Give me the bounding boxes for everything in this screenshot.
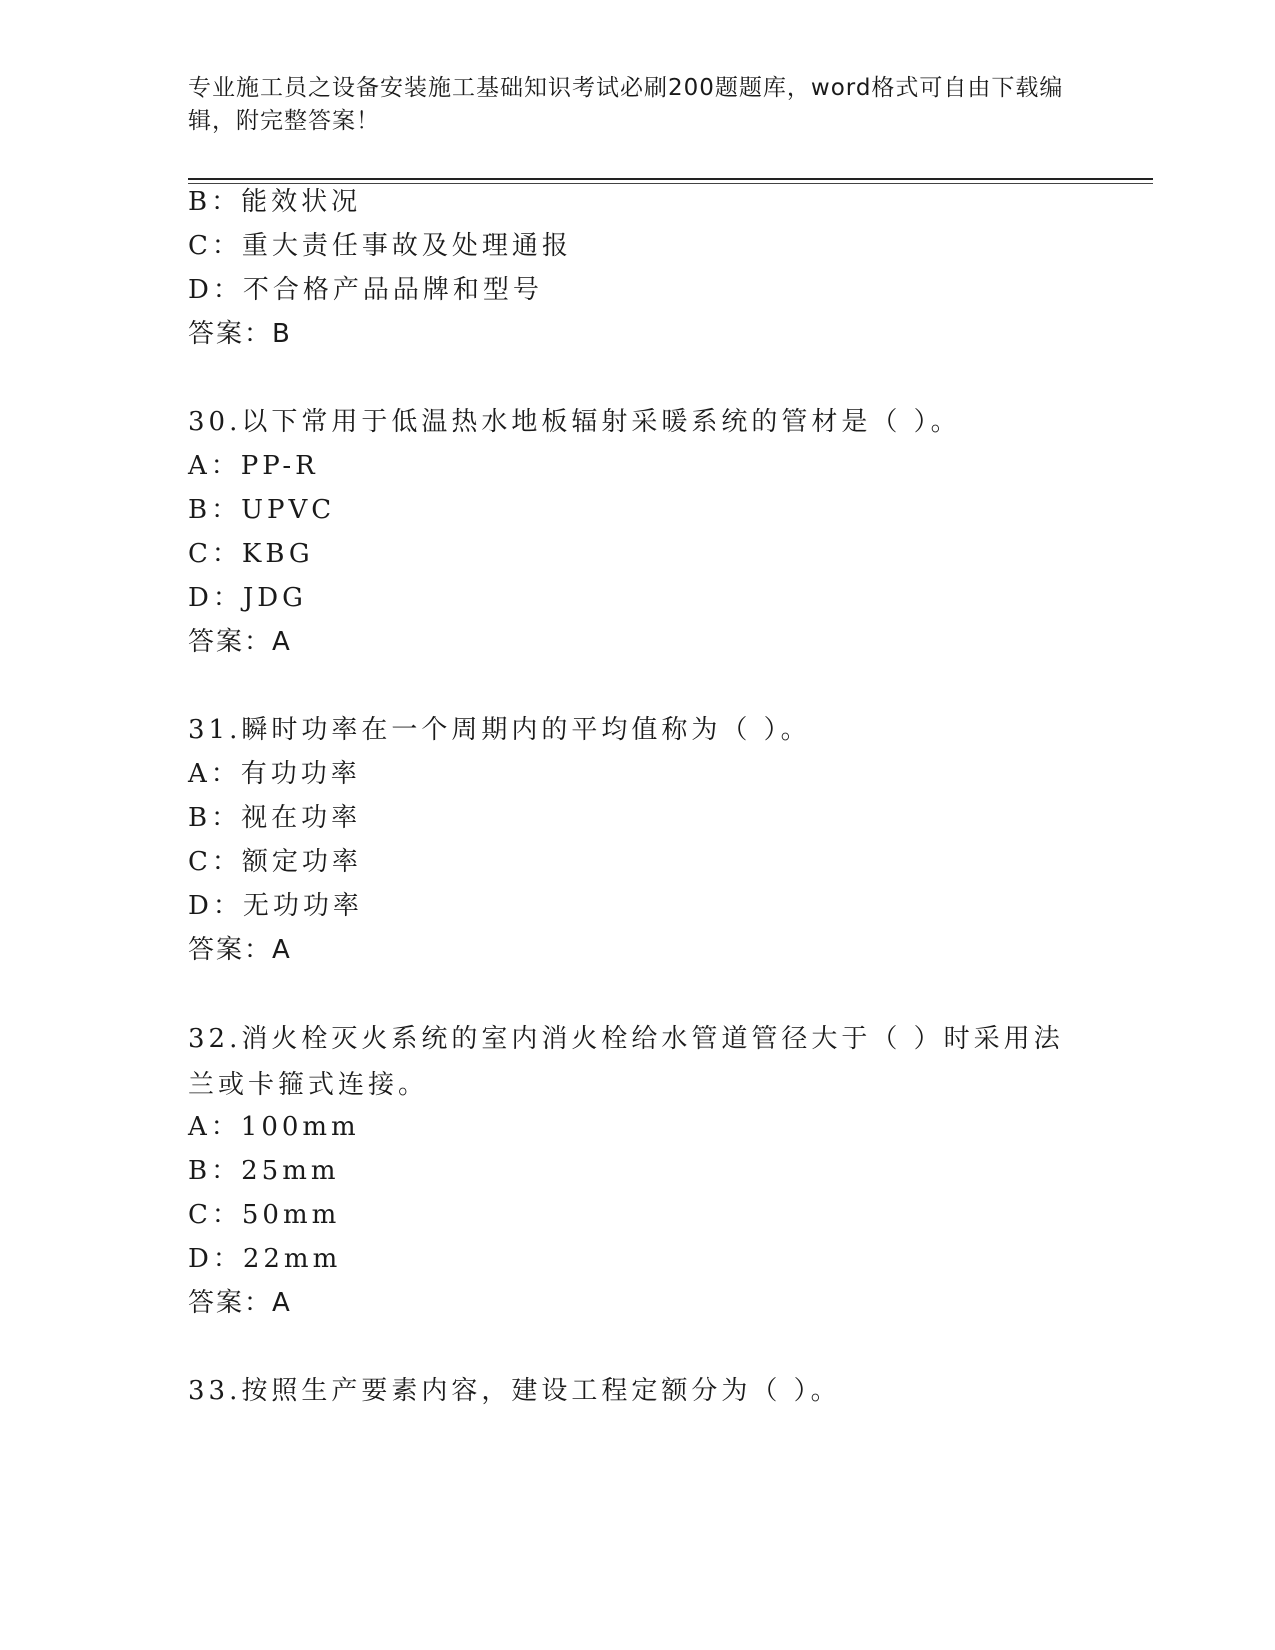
q31-option-d: D：无功功率 xyxy=(188,891,363,921)
q29-option-b: B：能效状况 xyxy=(188,187,362,217)
q31-option-b: B：视在功率 xyxy=(188,803,362,833)
q32-option-c: C：50mm xyxy=(188,1200,341,1230)
q32-option-a: A：100mm xyxy=(188,1112,360,1142)
q31-option-a: A：有功功率 xyxy=(188,759,361,789)
q32-option-b: B：25mm xyxy=(188,1156,340,1186)
q29-answer: 答案：B xyxy=(188,319,292,349)
q30-option-c: C：KBG xyxy=(188,539,314,569)
document-header: 专业施工员之设备安装施工基础知识考试必刷200题题库，word格式可自由下载编辑，附完整答案！ xyxy=(188,75,1064,134)
q30-option-a: A：PP-R xyxy=(188,451,319,481)
q29-option-d: D：不合格产品品牌和型号 xyxy=(188,275,543,305)
q30-answer: 答案：A xyxy=(188,627,292,657)
q30-question: 30.以下常用于低温热水地板辐射采暖系统的管材是（ ）。 xyxy=(188,407,961,437)
q32-option-d: D：22mm xyxy=(188,1244,342,1274)
q32-answer: 答案：A xyxy=(188,1288,292,1318)
q31-answer: 答案：A xyxy=(188,935,292,965)
q32-question: 32.消火栓灭火系统的室内消火栓给水管道管径大于（ ）时采用法兰或卡箍式连接。 xyxy=(188,1024,1064,1100)
q33-question: 33.按照生产要素内容，建设工程定额分为（ ）。 xyxy=(188,1376,841,1406)
q31-option-c: C：额定功率 xyxy=(188,847,362,877)
header-divider-thin xyxy=(188,183,1153,184)
q31-question: 31.瞬时功率在一个周期内的平均值称为（ ）。 xyxy=(188,715,811,745)
q30-option-d: D：JDG xyxy=(188,583,307,613)
header-divider-thick xyxy=(188,178,1153,180)
q29-option-c: C：重大责任事故及处理通报 xyxy=(188,231,572,261)
q30-option-b: B：UPVC xyxy=(188,495,336,525)
